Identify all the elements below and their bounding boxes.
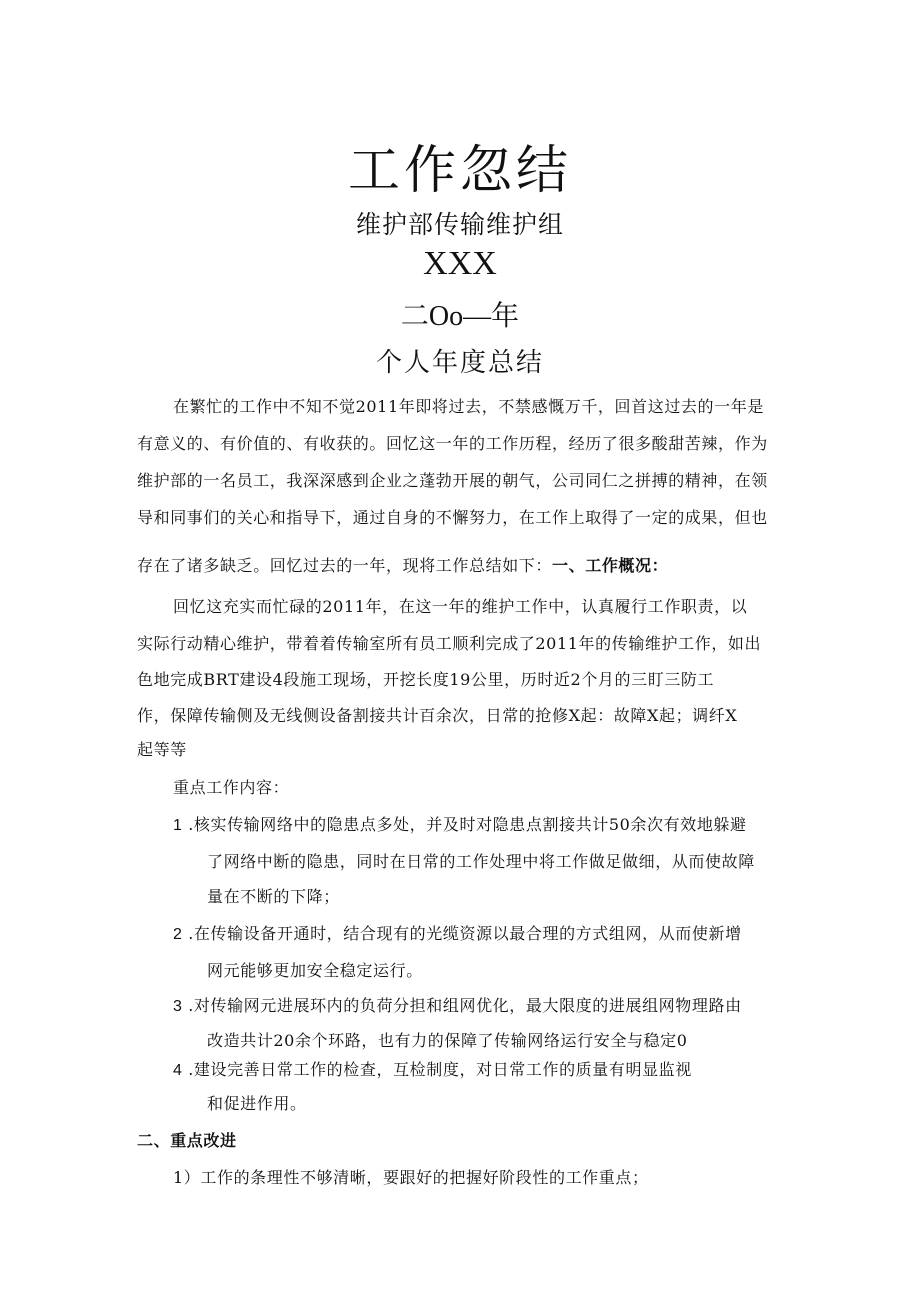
intro-line: 维护部的一名员工，我深深感到企业之蓬勃开展的朝气，公司同仁之拼搏的精神，在领 bbox=[137, 471, 768, 490]
improvement-item: 1）工作的条理性不够清晰，要跟好的把握好阶段性的工作重点； bbox=[173, 1168, 649, 1187]
item-line: 改造共计20余个环路，也有力的保障了传输网络运行安全与稳定0 bbox=[207, 1031, 688, 1050]
overview-line: 回忆这充实而忙碌的2011年，在这一年的维护工作中，认真履行工作职责，以 bbox=[173, 597, 748, 616]
item-line: .对传输网元进展环内的负荷分担和组网优化，最大限度的进展组网物理路由 bbox=[188, 996, 742, 1015]
list-item bbox=[173, 1057, 692, 1080]
item-number: 1 bbox=[173, 817, 183, 834]
intro-line: 有意义的、有价值的、有收获的。回忆这一年的工作历程，经历了很多酸甜苦辣，作为 bbox=[137, 434, 768, 453]
doc-title: 工作忽结 bbox=[347, 141, 572, 201]
item-line: .在传输设备开通时，结合现有的光缆资源以最合理的方式组网，从而使新增 bbox=[188, 924, 742, 943]
key-work-label: 重点工作内容： bbox=[173, 778, 290, 797]
overview-line: 起等等 bbox=[137, 740, 187, 759]
list-item bbox=[173, 921, 742, 944]
item-number: 3 bbox=[173, 998, 183, 1015]
item-line: .核实传输网络中的隐患点多处，并及时对隐患点割接共计50余次有效地躲避 bbox=[188, 815, 747, 834]
overview-line: 作，保障传输侧及无线侧设备割接共计百余次，日常的抢修X起：故障X起；调纤X bbox=[137, 706, 738, 725]
overview-line: 实际行动精心维护，带着着传输室所有员工顺利完成了2011年的传输维护工作，如出 bbox=[137, 634, 762, 653]
item-number: 2 bbox=[173, 926, 183, 943]
item-line: 量在不断的下降； bbox=[207, 887, 340, 906]
author-name: XXX bbox=[423, 245, 497, 282]
item-line: 了网络中断的隐患，同时在日常的工作处理中将工作做足做细，从而使故障 bbox=[207, 852, 755, 871]
intro-line-text: 存在了诸多缺乏。回忆过去的一年，现将工作总结如下： bbox=[137, 556, 553, 575]
item-line: 和促进作用。 bbox=[207, 1094, 307, 1113]
intro-line: 在繁忙的工作中不知不觉2011年即将过去，不禁感慨万千，回首这过去的一年是 bbox=[173, 397, 764, 416]
list-item bbox=[173, 812, 747, 835]
overview-line: 色地完成BRT建设4段施工现场，开挖长度19公里，历时近2个月的三盯三防工 bbox=[137, 670, 715, 689]
section1-heading: 一、工作概况： bbox=[552, 556, 669, 575]
intro-line bbox=[137, 553, 668, 576]
summary-heading: 个人年度总结 bbox=[375, 348, 544, 378]
item-line: .建设完善日常工作的检查，互检制度，对日常工作的质量有明显监视 bbox=[188, 1060, 692, 1079]
item-number: 4 bbox=[173, 1062, 183, 1079]
item-line: 网元能够更加安全稳定运行。 bbox=[207, 961, 423, 980]
year-line: 二Oo—年 bbox=[400, 301, 520, 332]
list-item bbox=[173, 993, 742, 1016]
intro-line: 导和同事们的关心和指导下，通过自身的不懈努力，在工作上取得了一定的成果，但也 bbox=[137, 508, 768, 527]
section2-heading: 二、重点改进 bbox=[137, 1131, 237, 1150]
department-subtitle: 维护部传输维护组 bbox=[355, 210, 564, 239]
